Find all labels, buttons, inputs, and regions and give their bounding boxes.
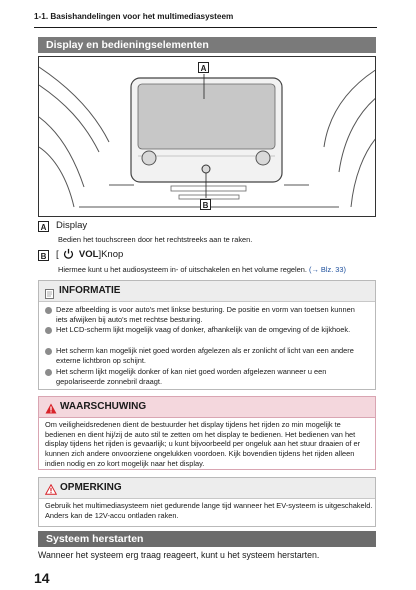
note-text: Gebruik het multimediasysteem niet gedurende lange tijd wanneer het EV-systeem is uitgeschakeld. Anders kan de 12V-accu ontladen raken. <box>45 501 373 520</box>
header-divider <box>34 27 377 28</box>
information-title: INFORMATIE <box>59 285 121 296</box>
touchscreen <box>138 84 275 149</box>
item-desc-vol <box>58 265 346 274</box>
warning-header <box>39 397 375 418</box>
note-box <box>38 477 376 527</box>
callout-a: A <box>198 62 209 73</box>
item-title-suffix: ]Knop <box>98 249 124 260</box>
vol-knob <box>202 165 210 173</box>
item-title-vol-bold: VOL <box>78 249 99 260</box>
item-key-b: B <box>38 250 49 261</box>
bullet-icon <box>45 307 52 314</box>
item-desc-display: Bedien het touchscreen door het rechtstreeks aan te raken. <box>58 235 253 244</box>
item-title-prefix: [ <box>56 249 59 260</box>
warning-triangle-icon <box>45 401 57 419</box>
note-header <box>39 478 375 499</box>
bullet-icon <box>45 369 52 376</box>
bullet-icon <box>45 327 52 334</box>
information-header <box>39 281 375 302</box>
item-title-vol <box>56 248 123 262</box>
note-icon <box>45 286 54 304</box>
warning-box <box>38 396 376 470</box>
item-title-display: Display <box>56 220 88 231</box>
info-bullet: Het scherm lijkt mogelijk donker of kan niet goed worden afgelezen wanneer u een gepolariseerde zonnebril draagt. <box>56 367 327 386</box>
section-title-display: Display en bedieningselementen <box>38 37 376 53</box>
display-illustration <box>38 56 376 217</box>
left-knob <box>142 151 156 165</box>
warning-title: WAARSCHUWING <box>60 401 147 412</box>
information-box <box>38 280 376 390</box>
dashboard-drawing <box>39 57 376 217</box>
info-bullet: Deze afbeelding is voor auto's met linkse besturing. De positie en vorm van toetsen kunnen iets afwijken bij auto's met rechtse besturing. <box>56 305 355 324</box>
warning-text: Om veiligheidsredenen dient de bestuurder het display tijdens het rijden zo min mogelijk te bedienen en dient hij/zij de auto stil te zetten om het display te bedienen. Het bedienen van het display tijdens het rijden is gevaarlijk; u kunt bijvoorbeeld per ongeluk aan het stuur draaien of er kunnen zich andere onvoorziene ongelukken voordoen. Kijk bovendien tijdens het rijden alleen indien nodig en zo kort mogelijk naar het display. <box>45 420 361 468</box>
callout-b: B <box>200 199 211 210</box>
note-title: OPMERKING <box>60 482 122 493</box>
info-bullet: Het scherm kan mogelijk niet goed worden afgelezen als er zonlicht of licht van een andere externe lichtbron op schijnt. <box>56 346 354 365</box>
bullet-icon <box>45 348 52 355</box>
caution-triangle-icon <box>45 482 57 500</box>
section-title-restart: Systeem herstarten <box>38 531 376 547</box>
right-knob <box>256 151 270 165</box>
item-key-a: A <box>38 221 49 232</box>
chapter-header: 1-1. Basishandelingen voor het multimediasysteem <box>34 12 234 21</box>
page-number: 14 <box>34 570 50 586</box>
info-bullet: Het LCD-scherm lijkt mogelijk vaag of donker, afhankelijk van de omgeving of de kijkhoek. <box>56 325 351 334</box>
restart-text: Wanneer het systeem erg traag reageert, kunt u het systeem herstarten. <box>38 550 320 560</box>
page-reference-link[interactable]: (→ Blz. 33) <box>309 265 346 274</box>
item-desc-vol-text: Hiermee kunt u het audiosysteem in- of uitschakelen en het volume regelen. <box>58 265 307 274</box>
power-icon <box>63 248 74 262</box>
